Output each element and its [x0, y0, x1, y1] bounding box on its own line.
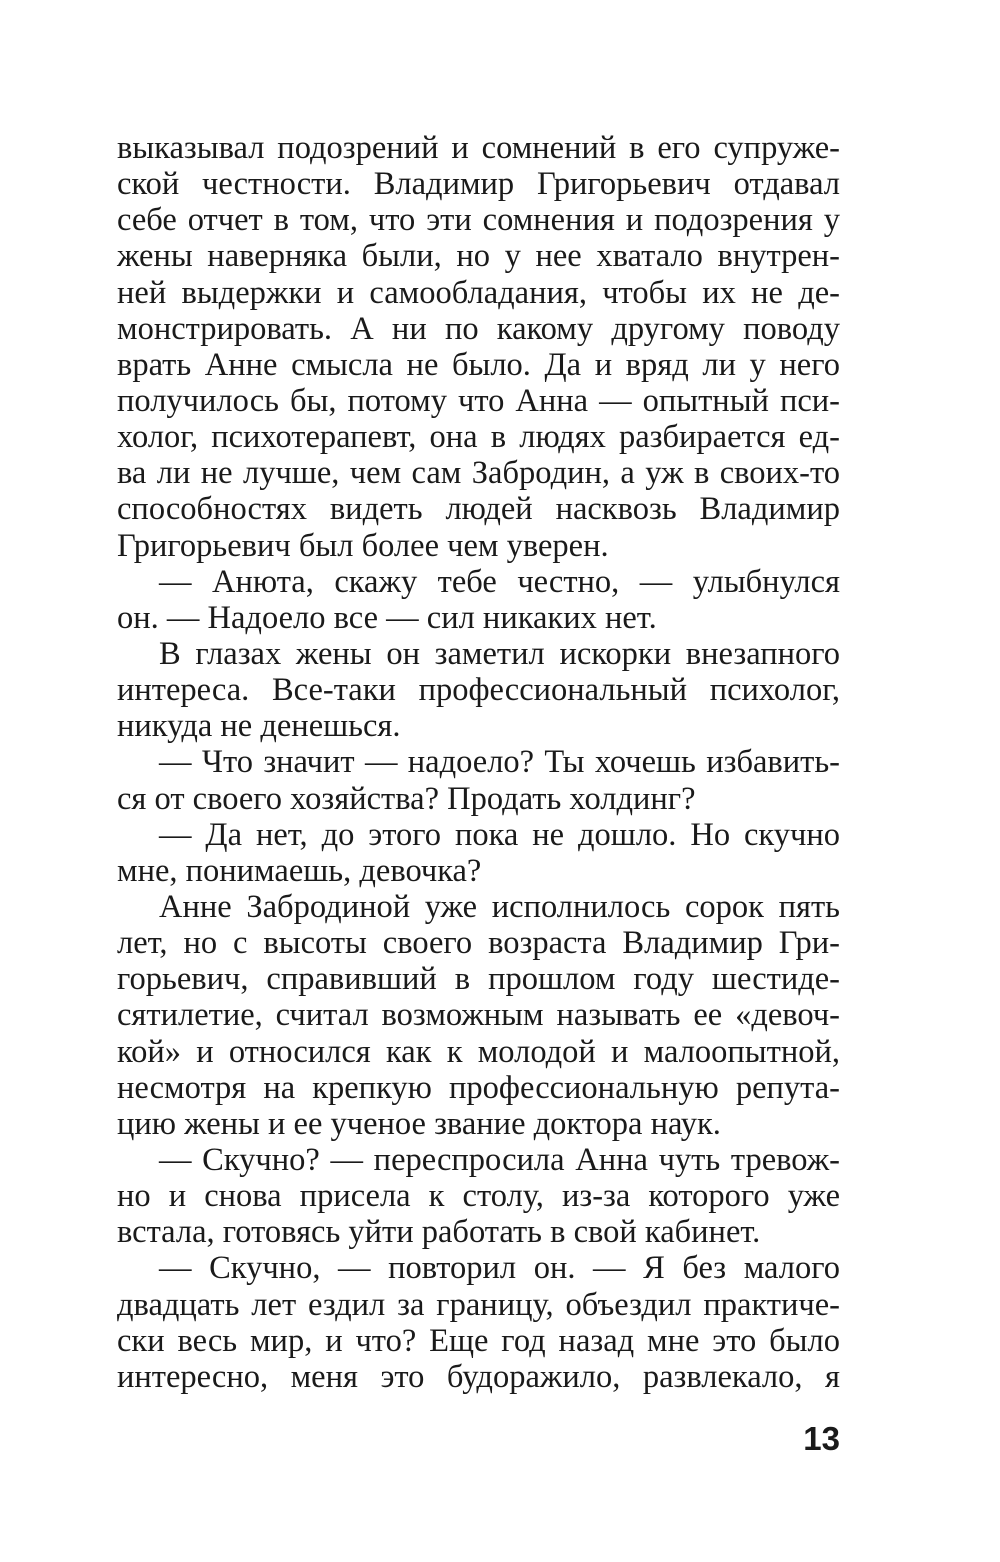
text-line: кой» и относился как к молодой и малоопытной,: [117, 1033, 840, 1070]
text-line: интереса. Все-таки профессиональный психолог,: [117, 672, 840, 709]
text-line: себе отчет в том, что эти сомнения и подозрения у: [117, 202, 840, 239]
text-line: монстрировать. А ни по какому другому поводу: [117, 310, 840, 347]
text-line: врать Анне смысла не было. Да и вряд ли у него: [117, 346, 840, 383]
text-line: Анне Забродиной уже исполнилось сорок пять: [159, 888, 840, 925]
text-line: мне, понимаешь, девочка?: [117, 852, 482, 889]
text-line: ва ли не лучше, чем сам Забродин, а уж в своих-то: [117, 455, 840, 492]
text-line: лет, но с высоты своего возраста Владимир Гри-: [117, 925, 840, 962]
page-number: 13: [803, 1420, 840, 1457]
text-line: В глазах жены он заметил искорки внезапного: [159, 635, 840, 672]
text-line: жены наверняка были, но у нее хватало внутрен-: [117, 238, 840, 275]
text-line: двадцать лет ездил за границу, объездил практиче-: [117, 1286, 840, 1323]
text-line: получилось бы, потому что Анна — опытный пси-: [117, 382, 840, 419]
text-line: способностях видеть людей насквозь Владимир: [117, 491, 840, 528]
text-line: — Что значит — надоело? Ты хочешь избавить-: [159, 744, 840, 781]
text-line: никуда не денешься.: [117, 708, 401, 745]
text-line: — Скучно, — повторил он. — Я без малого: [159, 1250, 840, 1287]
text-line: — Да нет, до этого пока не дошло. Но скучно: [159, 816, 840, 853]
text-line: — Скучно? — переспросила Анна чуть тревож-: [159, 1141, 840, 1178]
text-line: горьевич, справивший в прошлом году шестиде-: [117, 961, 840, 998]
text-line: но и снова присела к столу, из-за которого уже: [117, 1178, 840, 1215]
text-line: цию жены и ее ученое звание доктора наук.: [117, 1105, 721, 1142]
text-line: ней выдержки и самообладания, чтобы их не де-: [117, 274, 840, 311]
text-line: встала, готовясь уйти работать в свой кабинет.: [117, 1214, 761, 1251]
text-line: ской честности. Владимир Григорьевич отдавал: [117, 166, 840, 203]
text-line: несмотря на крепкую профессиональную репута-: [117, 1069, 840, 1106]
body-text: [117, 130, 840, 1395]
text-line: — Анюта, скажу тебе честно, — улыбнулся: [159, 563, 840, 600]
text-line: ски весь мир, и что? Еще год назад мне это было: [117, 1322, 840, 1359]
text-line: холог, психотерапевт, она в людях разбирается ед-: [117, 419, 840, 456]
text-line: интересно, меня это будоражило, развлекало, я: [117, 1358, 840, 1395]
text-line: сятилетие, считал возможным называть ее «девоч-: [117, 997, 840, 1034]
text-line: он. — Надоело все — сил никаких нет.: [117, 599, 657, 636]
text-line: Григорьевич был более чем уверен.: [117, 527, 609, 564]
text-line: выказывал подозрений и сомнений в его супруже-: [117, 130, 840, 166]
text-line: ся от своего хозяйства? Продать холдинг?: [117, 780, 696, 817]
